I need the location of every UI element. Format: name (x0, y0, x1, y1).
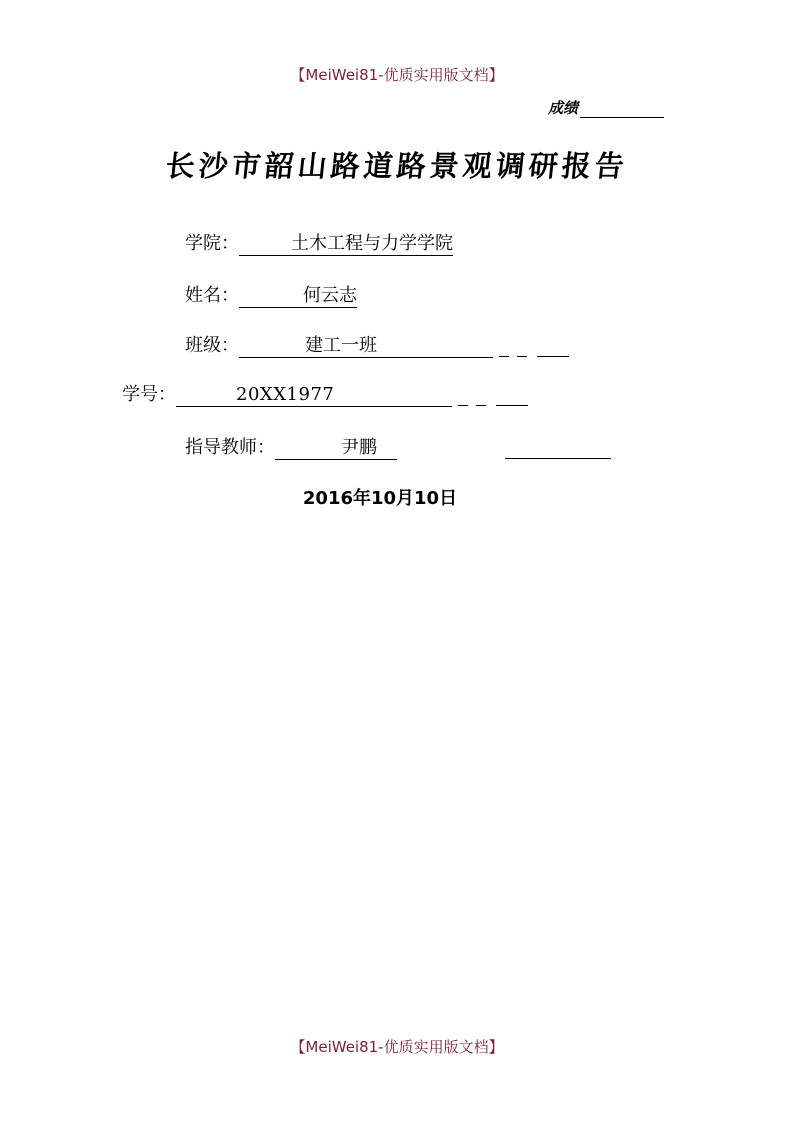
score-blank-line (580, 103, 664, 118)
name-label: 姓名： (185, 285, 239, 306)
score-label: 成绩 (548, 99, 579, 117)
class-gap (527, 334, 537, 356)
class-trail-segment (537, 334, 569, 357)
watermark-footer: 【MeiWei81-优质实用版文档】 (290, 1038, 504, 1056)
class-trail-segment (517, 334, 527, 357)
id-gap (468, 383, 476, 405)
id-gap (486, 383, 496, 405)
advisor-gap (397, 436, 505, 458)
name-value: 何云志 (239, 285, 357, 308)
class-label: 班级： (185, 335, 239, 356)
class-gap (509, 334, 517, 356)
student-id-field (122, 383, 528, 407)
class-trail-segment (499, 334, 509, 357)
watermark-header: 【MeiWei81-优质实用版文档】 (290, 66, 504, 84)
advisor-trail-segment (505, 436, 611, 459)
college-value: 土木工程与力学学院 (239, 233, 453, 256)
class-field (185, 334, 569, 358)
advisor-field (185, 436, 611, 460)
college-label: 学院： (185, 233, 239, 254)
college-field (185, 232, 453, 256)
advisor-label: 指导教师： (185, 437, 275, 458)
class-value: 建工一班 (239, 335, 493, 358)
id-trail-segment (458, 383, 468, 406)
report-date: 2016年10月10日 (302, 488, 458, 509)
advisor-value: 尹鹏 (275, 437, 397, 460)
student-id-label: 学号： (122, 384, 176, 405)
id-trail-segment (496, 383, 528, 406)
id-trail-segment (476, 383, 486, 406)
student-id-value: 20XX1977 (176, 384, 452, 407)
score-field (548, 97, 664, 118)
name-field (185, 284, 357, 308)
report-title: 长沙市韶山路道路景观调研报告 (164, 149, 630, 183)
